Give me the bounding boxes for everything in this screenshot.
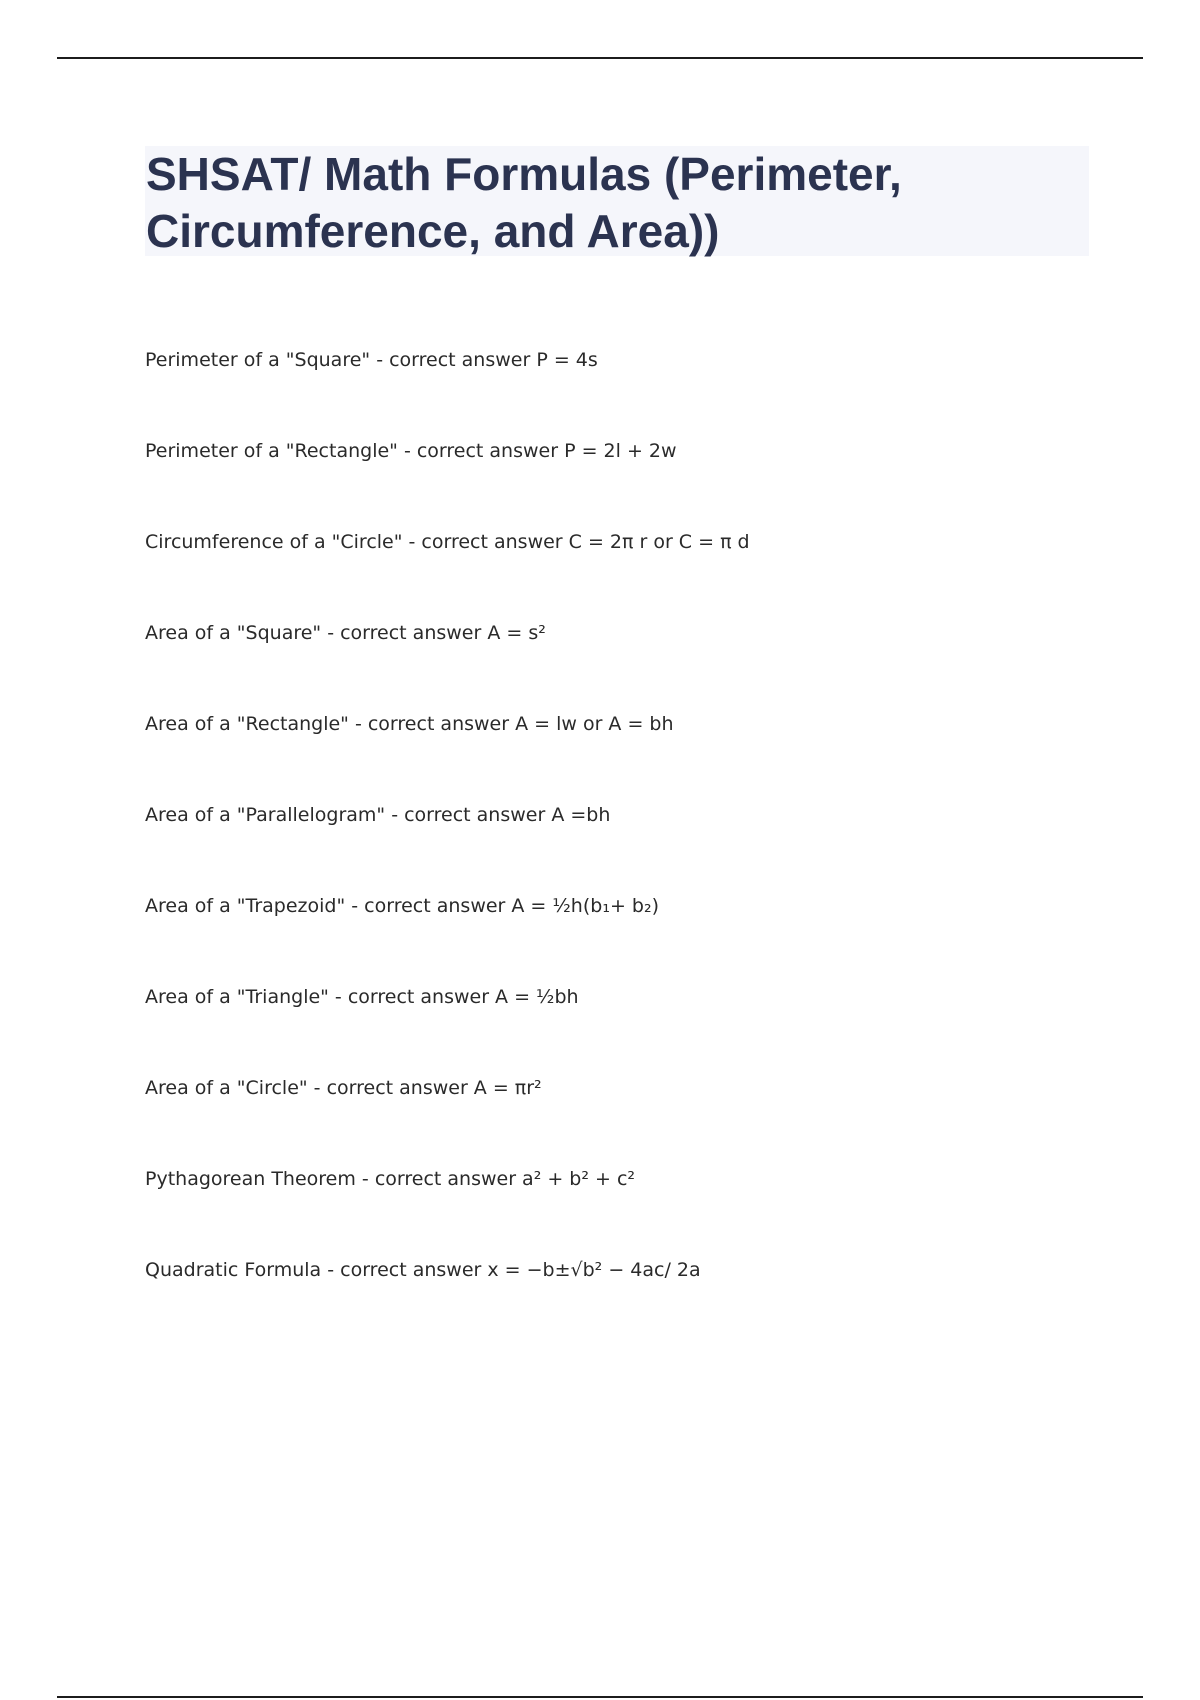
formula-item-circumference-circle: Circumference of a "Circle" - correct answer C = 2π r or C = π d (145, 531, 750, 553)
formula-list (145, 348, 1095, 1349)
bottom-divider (57, 1696, 1143, 1698)
formula-item-area-circle: Area of a "Circle" - correct answer A = πr² (145, 1077, 542, 1099)
formula-item-area-rectangle: Area of a "Rectangle" - correct answer A = lw or A = bh (145, 713, 674, 735)
formula-item-area-trapezoid: Area of a "Trapezoid" - correct answer A = ½h(b₁+ b₂) (145, 895, 659, 917)
formula-item-area-parallelogram: Area of a "Parallelogram" - correct answer A =bh (145, 804, 611, 826)
document-title: SHSAT/ Math Formulas (Perimeter, Circumference, and Area)) (146, 148, 902, 257)
formula-item-perimeter-square: Perimeter of a "Square" - correct answer P = 4s (145, 349, 598, 371)
top-divider (57, 57, 1143, 59)
formula-item-quadratic-formula: Quadratic Formula - correct answer x = −b±√b² − 4ac/ 2a (145, 1259, 701, 1281)
formula-item-area-triangle: Area of a "Triangle" - correct answer A = ½bh (145, 986, 579, 1008)
formula-item-area-square: Area of a "Square" - correct answer A = s² (145, 622, 546, 644)
formula-item-perimeter-rectangle: Perimeter of a "Rectangle" - correct answer P = 2l + 2w (145, 440, 677, 462)
formula-item-pythagorean-theorem: Pythagorean Theorem - correct answer a² + b² + c² (145, 1168, 636, 1190)
